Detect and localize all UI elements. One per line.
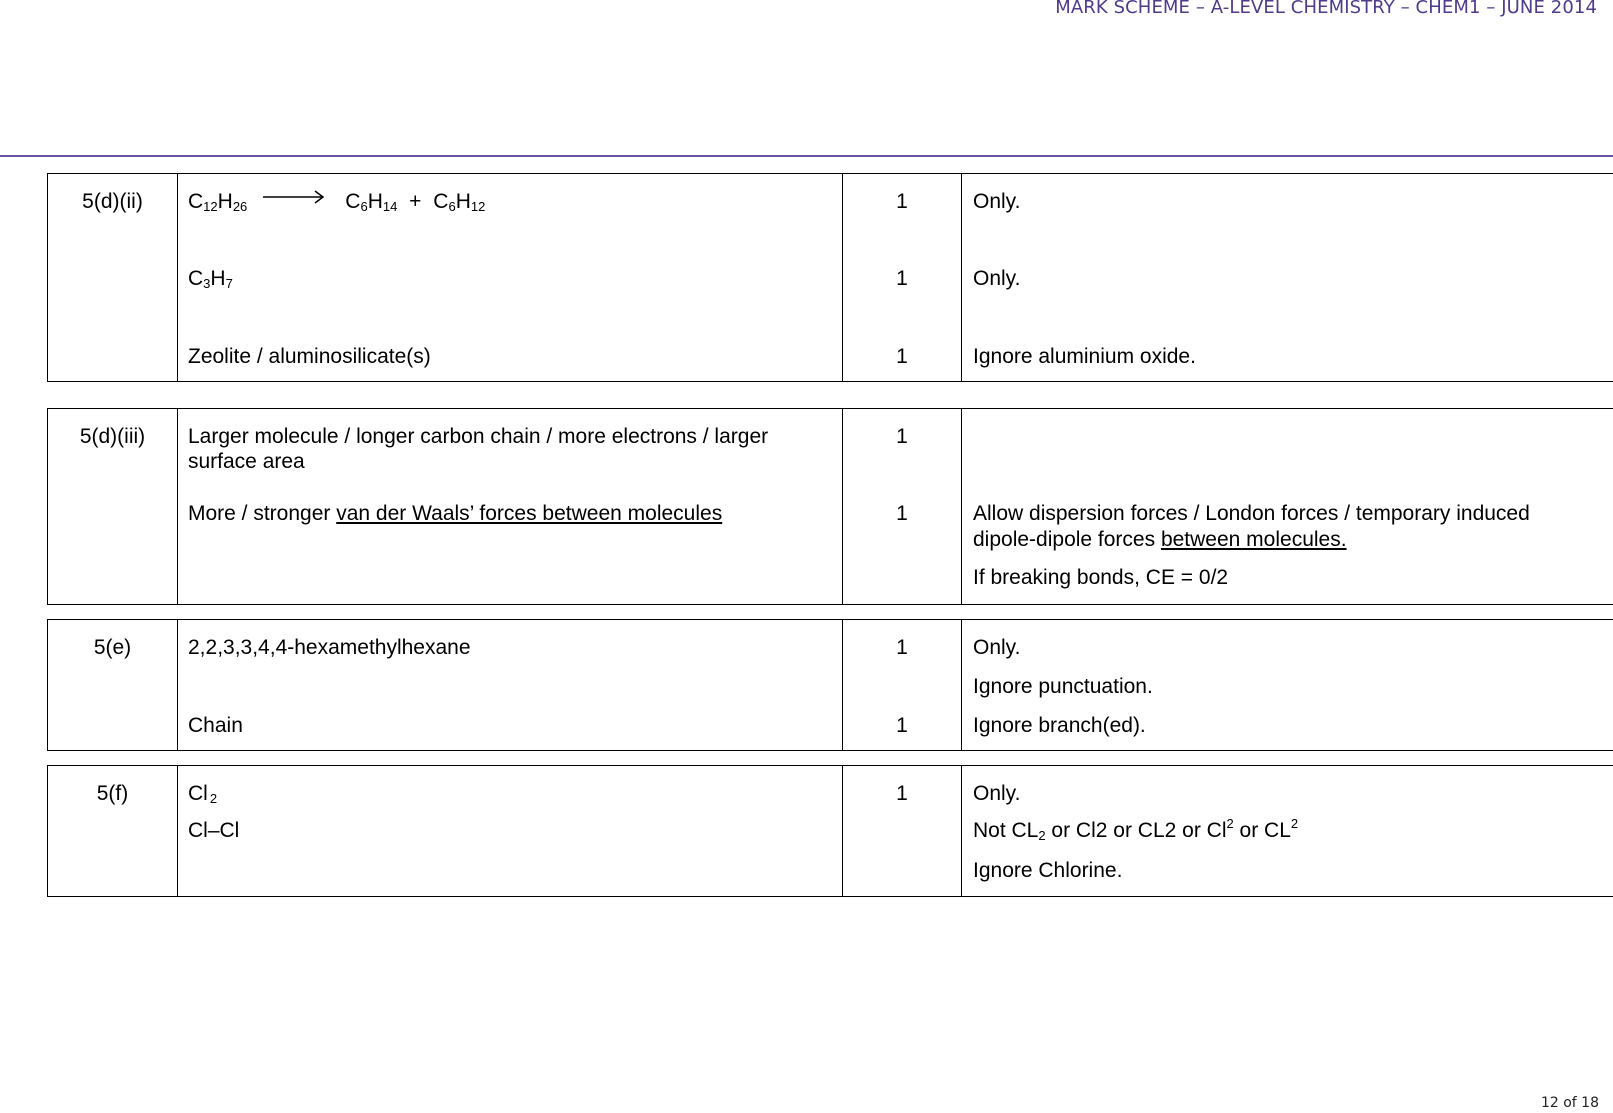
answer-text: More / stronger van der Waals’ forces between molecules (188, 502, 723, 525)
header-divider (0, 155, 1613, 157)
guidance-text: Only. (973, 636, 1021, 659)
marks-cell (843, 766, 962, 897)
answer-text: Larger molecule / longer carbon chain / more electrons / larger (188, 425, 769, 448)
reaction-arrow-icon (263, 190, 325, 204)
cracking-equation: $C_{12}H_{26}$ $C_6H_{14} + C_6H_{12}$ (188, 190, 486, 214)
mark-value: 1 (896, 267, 908, 290)
answer-cell (178, 620, 843, 751)
question-number: 5(e) (93, 636, 132, 659)
page-number: 12 of 18 (1540, 1095, 1599, 1111)
answer-cell (178, 766, 843, 897)
answer-text: Chain (188, 714, 243, 737)
catalyst-answer: Zeolite / aluminosilicate(s) (188, 345, 431, 368)
question-number-cell (48, 766, 178, 897)
answer-cell (178, 409, 843, 605)
guidance-text: Only. (973, 267, 1021, 290)
mark-value: 1 (896, 782, 908, 805)
mark-table-5f (47, 765, 1613, 897)
mark-value: 1 (896, 425, 908, 448)
guidance-text: Ignore Chlorine. (973, 859, 1123, 882)
guidance-cell (962, 766, 1613, 897)
marks-cell (843, 620, 962, 751)
answer-cell (178, 174, 843, 382)
empirical-formula: $C_3H_7$ (188, 267, 233, 291)
mark-table-5diii (47, 408, 1613, 605)
guidance-text: Only. (973, 190, 1021, 213)
formula-answer: Cl $_2$ (188, 782, 218, 806)
marks-cell (843, 409, 962, 605)
underlined-key-phrase: between molecules. (1160, 528, 1347, 551)
answer-text: 2,2,3,3,4,4-hexamethylhexane (188, 636, 471, 659)
question-number-cell (48, 409, 178, 605)
guidance-text: Allow dispersion forces / London forces / temporary induced (973, 502, 1530, 525)
mark-table-5dii (47, 173, 1613, 382)
underlined-key-phrase: van der Waals’ forces between molecules (336, 502, 723, 525)
mark-value: 1 (896, 714, 908, 737)
displayed-formula-answer: Cl–Cl (188, 819, 240, 842)
guidance-text: dipole-dipole forces between molecules. (973, 528, 1347, 551)
question-number: 5(f) (96, 782, 129, 805)
question-number: 5(d)(ii) (82, 190, 143, 213)
mark-value: 1 (896, 502, 908, 525)
mark-value: 1 (896, 636, 908, 659)
question-number-cell (48, 174, 178, 382)
guidance-text: If breaking bonds, CE = 0/2 (973, 566, 1229, 589)
guidance-cell (962, 409, 1613, 605)
guidance-text: Only. (973, 782, 1021, 805)
marks-cell (843, 174, 962, 382)
mark-table-5e (47, 619, 1613, 751)
guidance-cell (962, 620, 1613, 751)
guidance-text: Ignore branch(ed). (973, 714, 1146, 737)
answer-text: surface area (188, 450, 305, 473)
page-header-title: MARK SCHEME – A-LEVEL CHEMISTRY – CHEM1 – JUNE 2014 (1055, 0, 1597, 18)
mark-value: 1 (896, 190, 908, 213)
guidance-text: Ignore aluminium oxide. (973, 345, 1196, 368)
guidance-text: Not $CL_2$ or Cl2 or CL2 or Cl$^2$ or $CL^2$ (973, 816, 1299, 843)
question-number-cell (48, 620, 178, 751)
question-number: 5(d)(iii) (79, 425, 146, 448)
mark-value: 1 (896, 345, 908, 368)
guidance-cell (962, 174, 1613, 382)
guidance-text: Ignore punctuation. (973, 675, 1153, 698)
